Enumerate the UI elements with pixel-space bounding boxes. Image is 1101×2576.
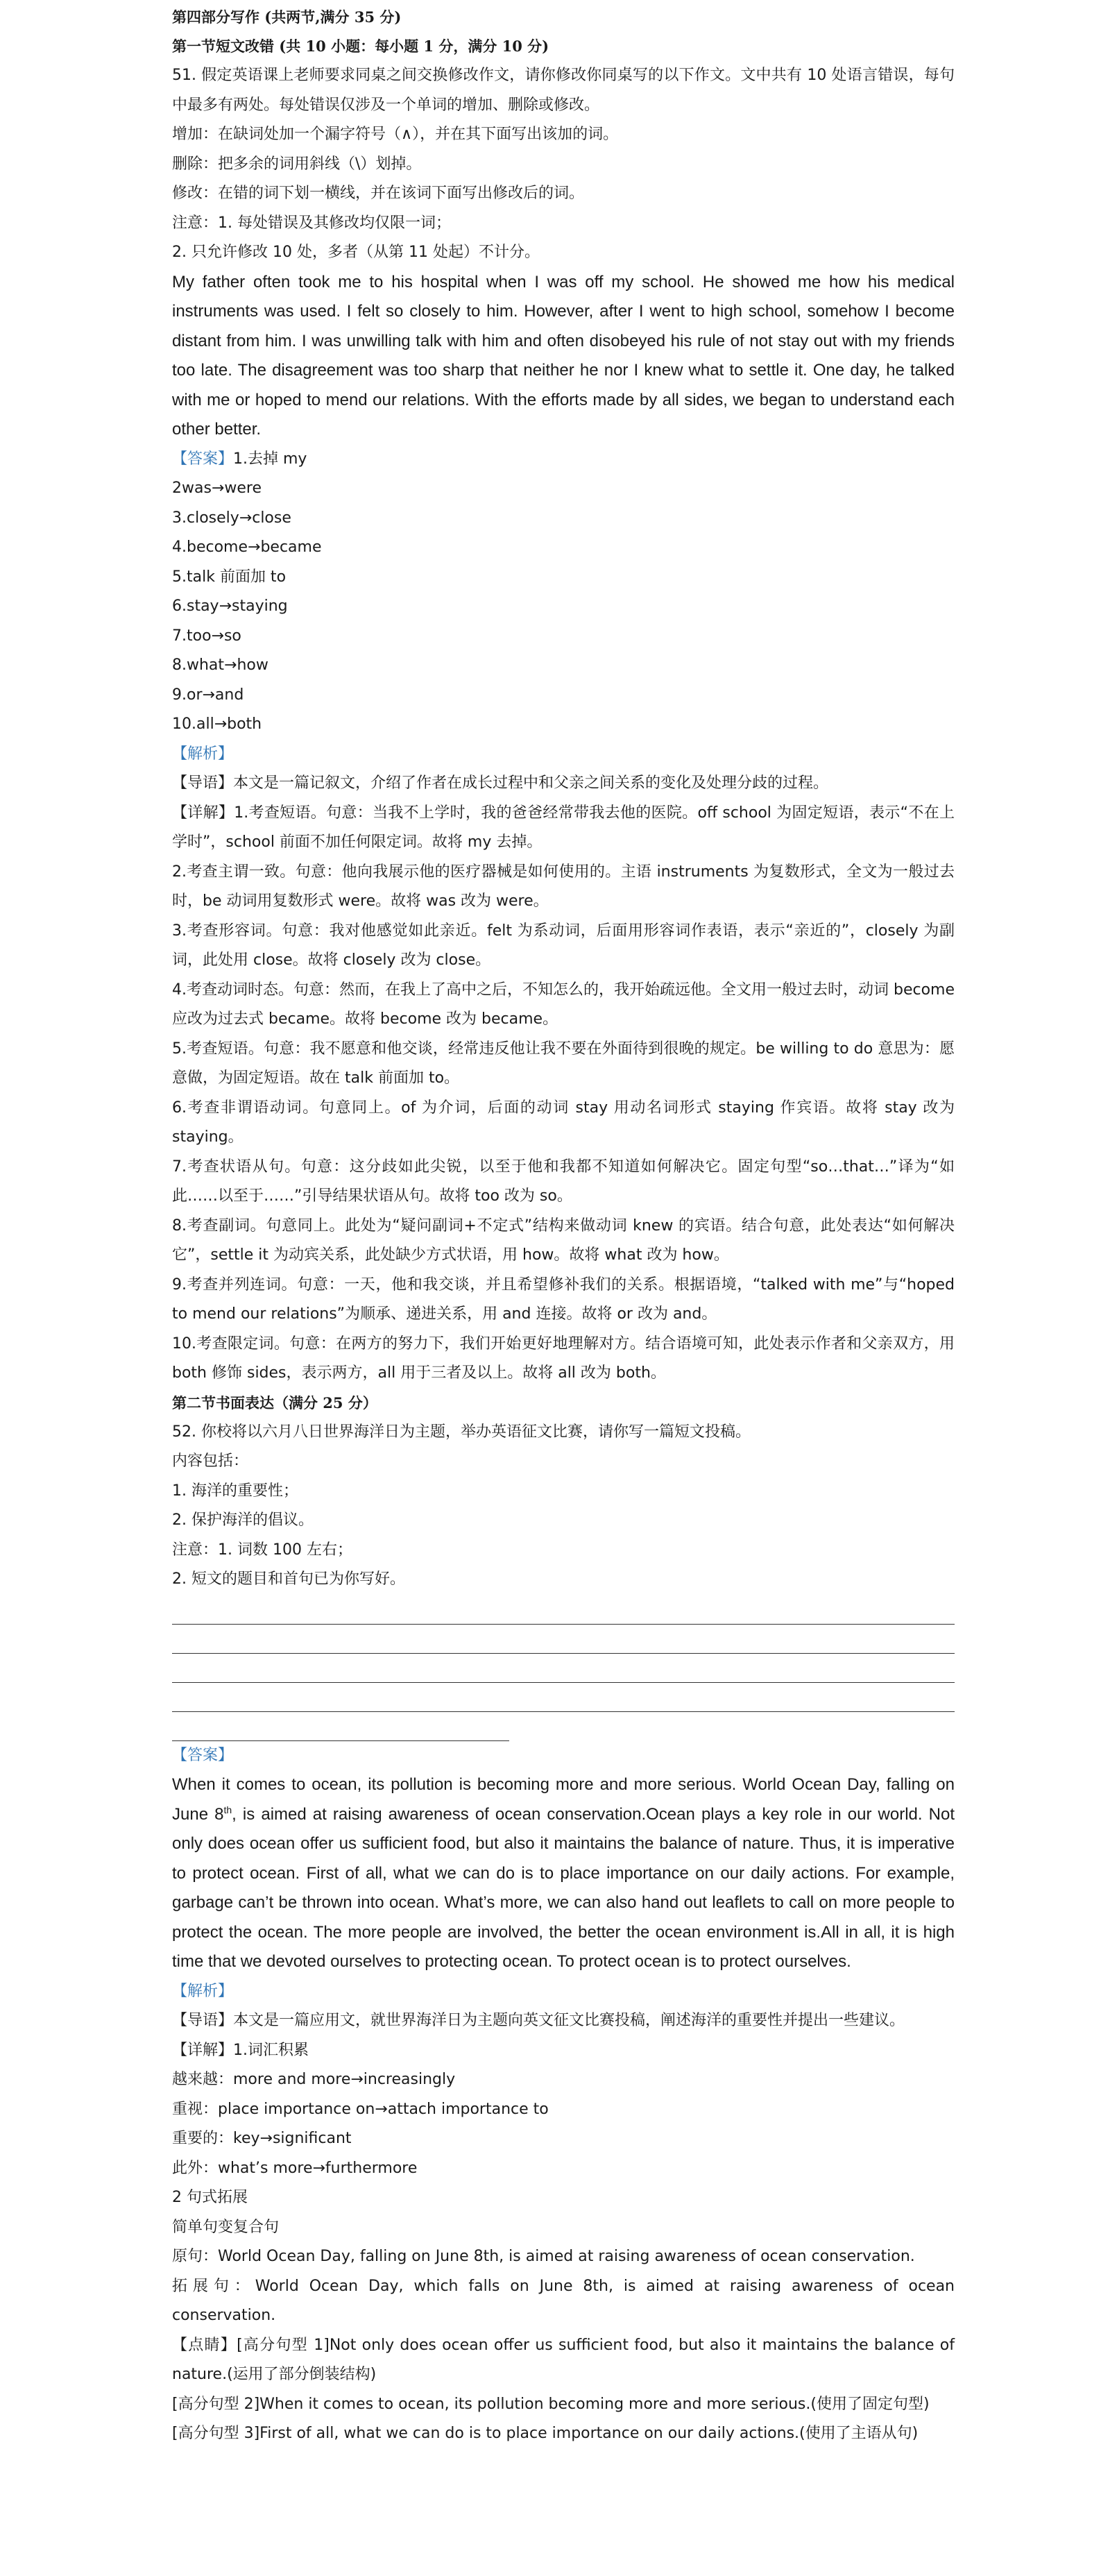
answer-item: 6.stay→staying (172, 598, 288, 615)
vocab-item: 重视：place importance on→attach importance to (172, 2100, 549, 2118)
answer-blank-line (172, 1683, 955, 1712)
answer-item: 1.去掉 my (233, 450, 307, 468)
detail-item: 4.考查动词时态。句意：然而，在我上了高中之后，不知怎么的，我开始疏远他。全文用一般过去时，动词 become 应改为过去式 became。故将 become 改为 became。 (172, 981, 955, 1028)
q51-note-2: 2. 只允许修改 10 处，多者（从第 11 处起）不计分。 (172, 244, 540, 261)
detail-item: 3.考查形容词。句意：我对他感觉如此亲近。felt 为系动词，后面用形容词作表语，表示“亲近的”，closely 为副词，此处用 close。故将 closely 改为 close。 (172, 922, 955, 969)
q51-rule-add: 增加：在缺词处加一个漏字符号（∧），并在其下面写出该加的词。 (172, 126, 619, 143)
q51-guide: 【导语】本文是一篇记叙文，介绍了作者在成长过程中和父亲之间关系的变化及处理分歧的过程。 (172, 774, 829, 792)
original-sentence: 原句：World Ocean Day, falling on June 8th, is aimed at raising awareness of ocean conservation. (172, 2248, 915, 2265)
essay-rest: , is aimed at raising awareness of ocean conservation.Ocean plays a key role in our world. Not only does ocean offer us sufficient food, but also it maintains the balance of nature. Thus, it is imperative to protect ocean. First of all, what we can do is to place importance on our daily actions. For example, garbage can’t be thrown into ocean. What’s more, we can also hand out leaflets to call on more people to protect the ocean. The more people are involved, the better the ocean environment is.All in all, it is high time that we devoted ourselves to protecting ocean. To protect ocean is to protect ourselves. (172, 1804, 955, 1971)
document-page (172, 3, 955, 2449)
q51-note-1: 注意：1. 每处错误及其修改均仅限一词； (172, 214, 451, 232)
answer-blank-line (172, 1654, 955, 1683)
vocab-item: 此外：what’s more→furthermore (172, 2159, 418, 2177)
essay-superscript: th (223, 1804, 232, 1815)
detail-item: 5.考查短语。句意：我不愿意和他交谈，经常违反他让我不要在外面待到很晚的规定。be willing to do 意思为：愿意做，为固定短语。故在 talk 前面加 to。 (172, 1040, 955, 1087)
answer-tag: 【答案】 (172, 1746, 234, 1764)
q51-rule-delete: 删除：把多余的词用斜线（\）划掉。 (172, 155, 422, 173)
syntax-subheading: 简单句变复合句 (172, 2218, 280, 2236)
q52-prompt: 52. 你校将以六月八日世界海洋日为主题，举办英语征文比赛，请你写一篇短文投稿。 (172, 1423, 751, 1441)
answer-item: 8.what→how (172, 656, 268, 674)
detail-item: 10.考查限定词。句意：在两方的努力下，我们开始更好地理解对方。结合语境可知，此处表示作者和父亲双方，用 both 修饰 sides，表示两方，all 用于三者及以上。故将 all 改为 both。 (172, 1334, 955, 1382)
syntax-heading: 2 句式拓展 (172, 2189, 248, 2206)
essay-start: When it comes to ocean, its pollution is becoming more and more serious. World Ocean Day, falling on June 8 (172, 1775, 955, 1824)
q51-answer-line (172, 445, 955, 475)
section1-title: 第一节短文改错 (共 10 小题：每小题 1 分，满分 10 分) (172, 37, 549, 55)
q52-content-label: 内容包括： (172, 1452, 249, 1470)
detail-item: 7.考查状语从句。句意：这分歧如此尖锐，以至于他和我都不知道如何解决它。固定句型“so…that…”译为“如此……以至于……”引导结果状语从句。故将 too 改为 so。 (172, 1158, 955, 1205)
q52-detail-heading: 【详解】1.词汇积累 (172, 2041, 309, 2059)
q51-passage: My father often took me to his hospital when I was off my school. He showed me how his medical instruments was used. I felt so closely to him. However, after I went to high school, somehow I become distant from him. I was unwilling talk with him and often disobeyed his rule of not stay out with my friends too late. The disagreement was too sharp that neither he nor I knew what to settle it. One day, he talked with me or hoped to mend our relations. With the efforts made by all sides, we began to understand each other better. (172, 272, 955, 439)
detail-item: 2.考查主谓一致。句意：他向我展示他的医疗器械是如何使用的。主语 instruments 为复数形式，全文为一般过去时，be 动词用复数形式 were。故将 was 改为 were。 (172, 863, 955, 910)
q52-point-1: 1. 海洋的重要性； (172, 1482, 298, 1500)
part4-title: 第四部分写作 (共两节,满分 35 分) (172, 8, 402, 26)
answer-tag: 【答案】 (172, 450, 234, 468)
answer-item: 4.become→became (172, 539, 322, 556)
detail-item: 6.考查非谓语动词。句意同上。of 为介词，后面的动词 stay 用动名词形式 staying 作宾语。故将 stay 改为 staying。 (172, 1099, 955, 1146)
answer-item: 7.too→so (172, 627, 241, 645)
highlight-item: 【点睛】[高分句型 1]Not only does ocean offer us sufficient food, but also it maintains the balance of nature.(运用了部分倒装结构) (172, 2336, 955, 2383)
answer-item: 5.talk 前面加 to (172, 568, 287, 586)
detail-item: 8.考查副词。句意同上。此处为“疑问副词+不定式”结构来做动词 knew 的宾语。结合句意，此处表达“如何解决它”，settle it 为动宾关系，此处缺少方式状语，用 how。故将 what 改为 how。 (172, 1217, 955, 1264)
analysis-tag: 【解析】 (172, 745, 234, 763)
q51-rule-modify: 修改：在错的词下划一横线，并在该词下面写出修改后的词。 (172, 185, 585, 202)
answer-item: 10.all→both (172, 715, 262, 733)
answer-blank-line (172, 1595, 955, 1625)
answer-blank-line (172, 1625, 955, 1654)
q51-intro: 51. 假定英语课上老师要求同桌之间交换修改作文，请你修改你同桌写的以下作文。文中共有 10 处语言错误，每句中最多有两处。每处错误仅涉及一个单词的增加、删除或修改。 (172, 67, 955, 114)
answer-blank-line (172, 1712, 509, 1741)
expanded-sentence: 拓展句：World Ocean Day, which falls on June 8th, is aimed at raising awareness of ocean conservation. (172, 2277, 955, 2324)
vocab-item: 重要的：key→significant (172, 2130, 352, 2147)
highlight-item: [高分句型 3]First of all, what we can do is to place importance on our daily actions.(使用了主语从句) (172, 2425, 919, 2442)
vocab-item: 越来越：more and more→increasingly (172, 2071, 456, 2088)
q52-guide: 【导语】本文是一篇应用文，就世界海洋日为主题向英文征文比赛投稿，阐述海洋的重要性并提出一些建议。 (172, 2012, 905, 2029)
analysis-tag: 【解析】 (172, 1982, 234, 2000)
answer-item: 3.closely→close (172, 509, 291, 527)
answer-item: 2was→were (172, 480, 262, 497)
q52-point-2: 2. 保护海洋的倡议。 (172, 1511, 314, 1529)
detail-item: 【详解】1.考查短语。句意：当我不上学时，我的爸爸经常带我去他的医院。off school 为固定短语，表示“不在上学时”，school 前面不加任何限定词。故将 my 去掉。 (172, 804, 955, 851)
section2-title: 第二节书面表达（满分 25 分） (172, 1393, 377, 1412)
detail-item: 9.考查并列连词。句意：一天，他和我交谈，并且希望修补我们的关系。根据语境，“talked with me”与“hoped to mend our relations”为顺承、递进关系，用 and 连接。故将 or 改为 and。 (172, 1276, 955, 1323)
highlight-item: [高分句型 2]When it comes to ocean, its pollution becoming more and more serious.(使用了固定句型) (172, 2395, 930, 2413)
answer-item: 9.or→and (172, 686, 244, 704)
q52-essay (172, 1770, 955, 1977)
q52-note-2: 2. 短文的题目和首句已为你写好。 (172, 1570, 405, 1588)
q52-note-1: 注意：1. 词数 100 左右； (172, 1541, 352, 1559)
